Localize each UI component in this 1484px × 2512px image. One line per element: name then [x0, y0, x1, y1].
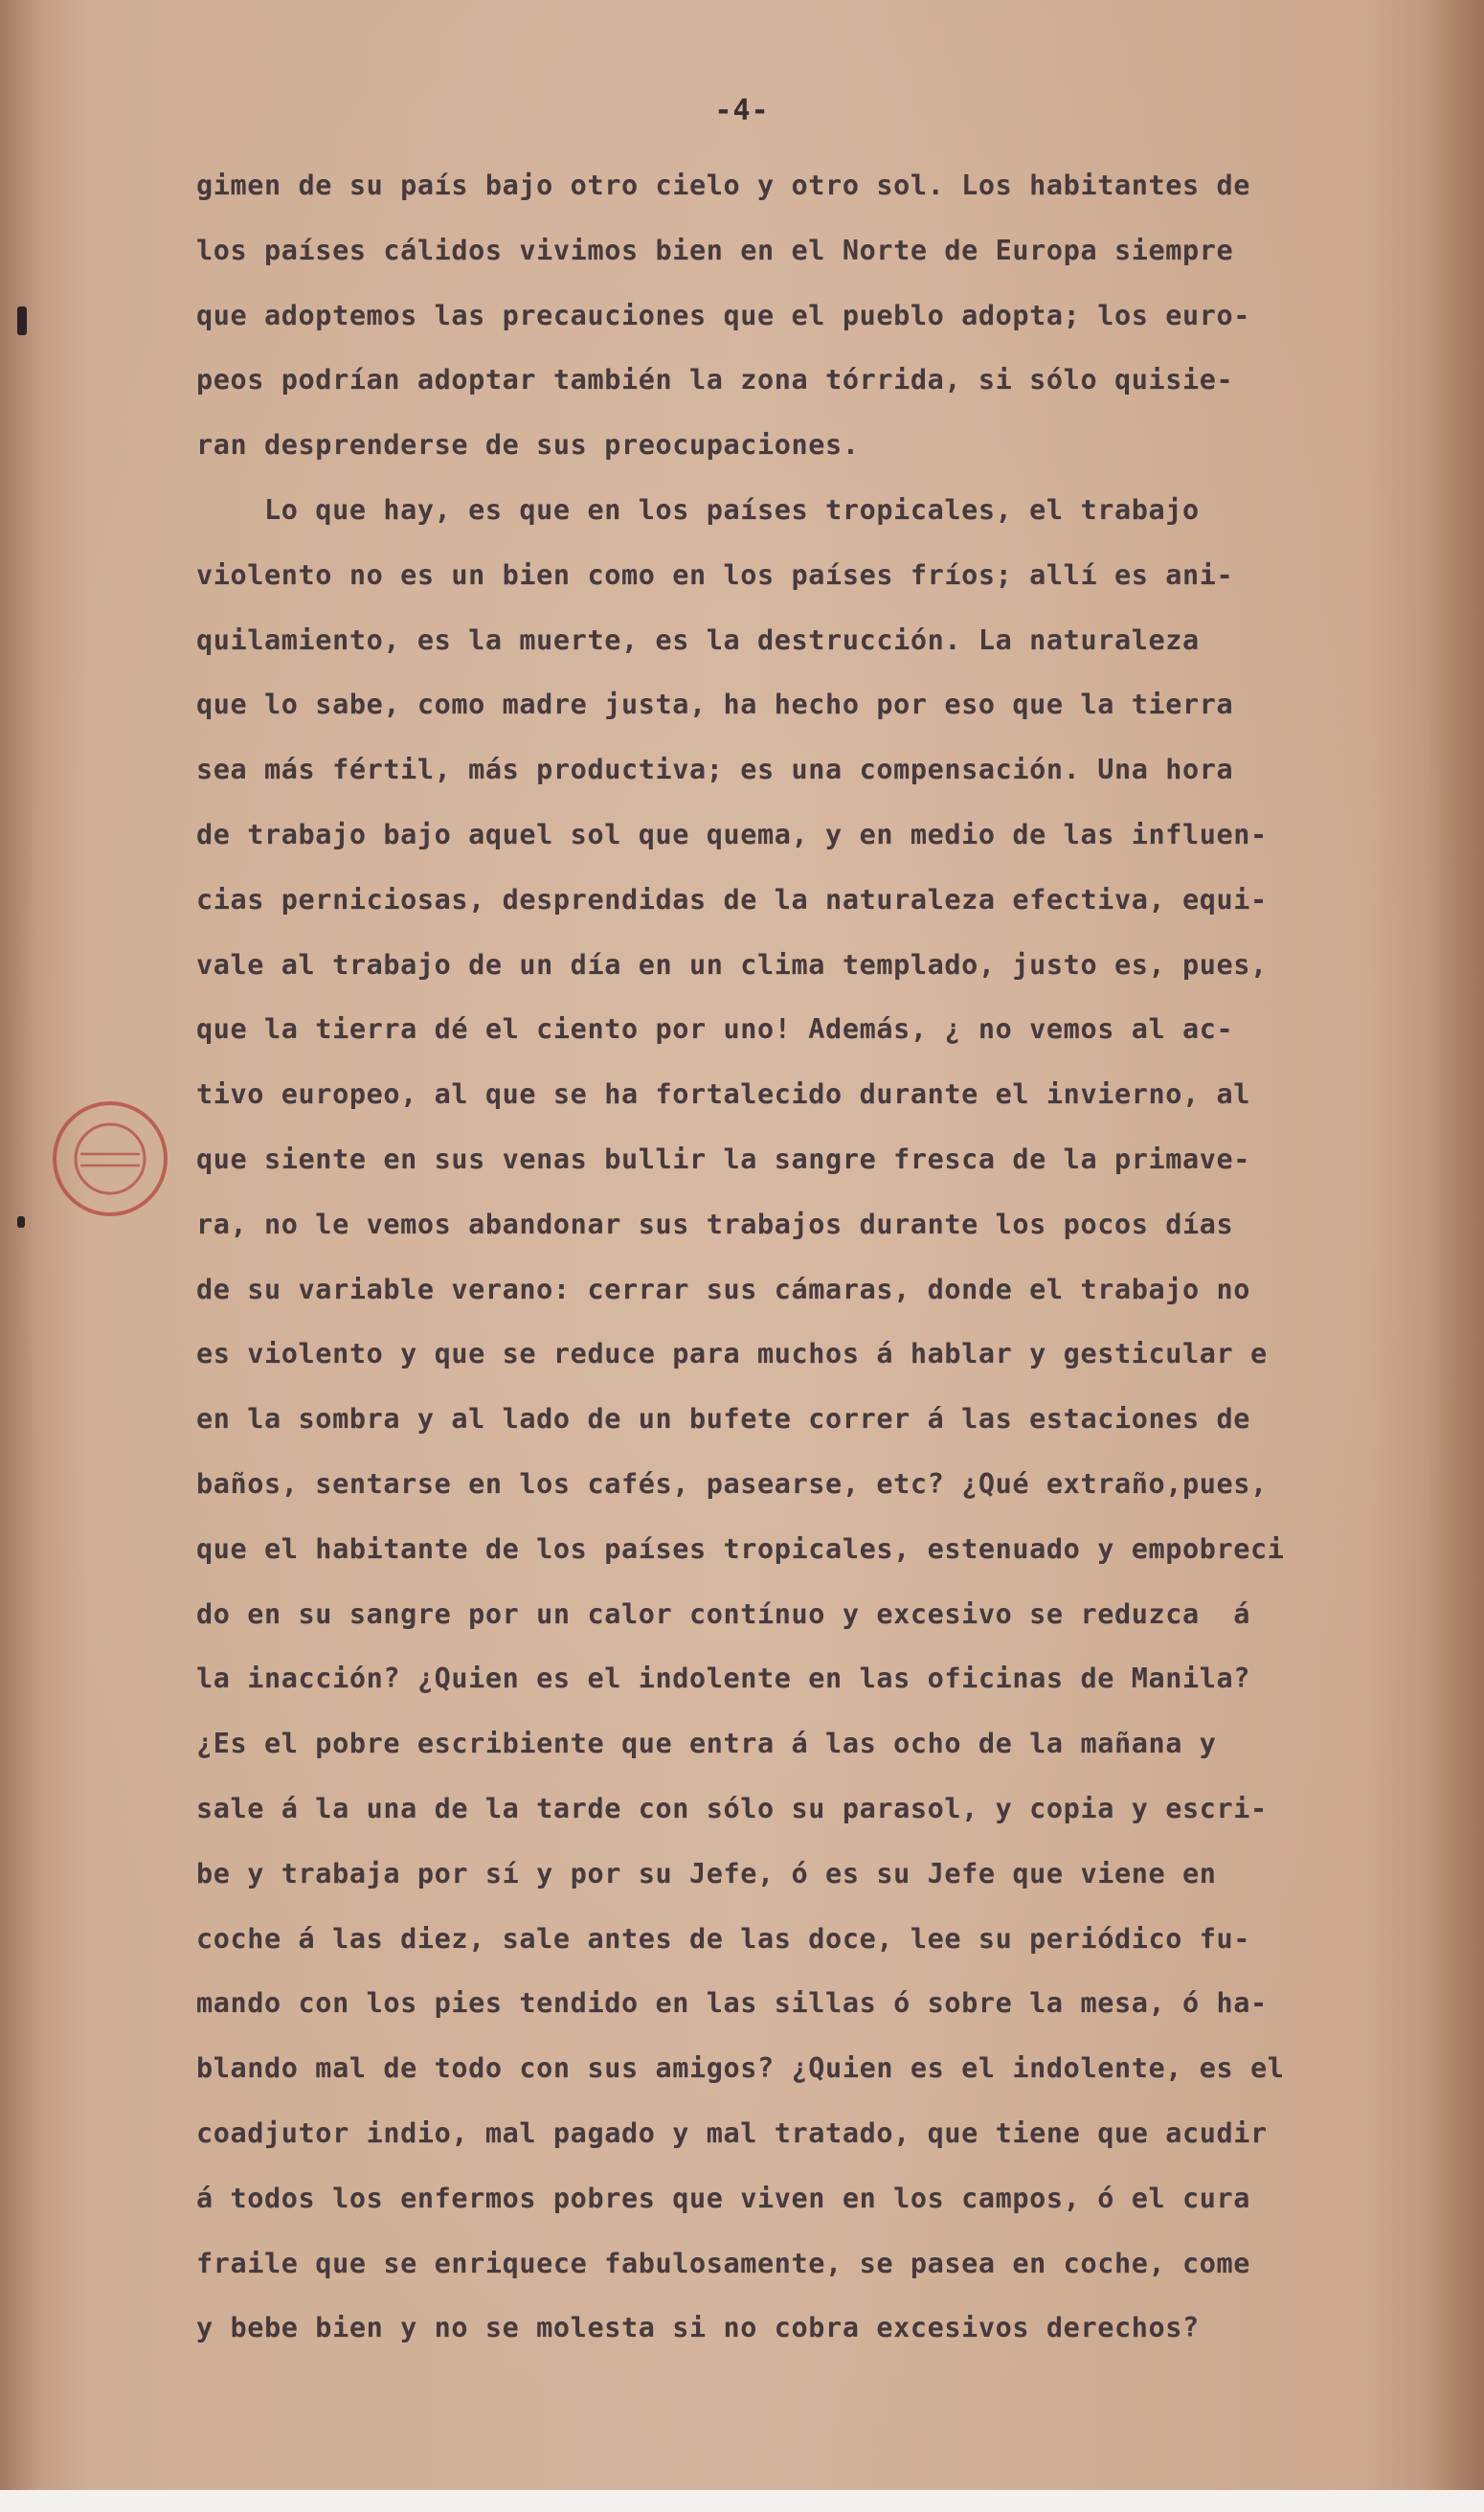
library-stamp-icon — [48, 1097, 172, 1221]
text-line: coche á las diez, sale antes de las doce, lee su periódico fu- — [196, 1922, 1251, 1955]
text-line: violento no es un bien como en los países fríos; allí es ani- — [196, 558, 1234, 591]
text-line: ¿Es el pobre escribiente que entra á las ocho de la mañana y — [196, 1728, 1217, 1760]
left-edge-shadow — [0, 0, 38, 2490]
text-line: á todos los enfermos pobres que viven en los campos, ó el cura — [196, 2182, 1251, 2214]
text-line: que siente en sus venas bullir la sangre fresca de la primave- — [196, 1143, 1251, 1175]
scan-footer — [0, 2490, 1484, 2512]
text-line: quilamiento, es la muerte, es la destrucción. La naturaleza — [196, 623, 1200, 656]
margin-mark — [17, 1216, 25, 1228]
text-line: los países cálidos vivimos bien en el Norte de Europa siempre — [196, 234, 1234, 266]
margin-mark — [17, 306, 27, 335]
text-line: sale á la una de la tarde con sólo su parasol, y copia y escri- — [196, 1792, 1268, 1824]
typewritten-text — [196, 153, 1441, 2361]
text-line: baños, sentarse en los cafés, pasearse, etc? ¿Qué extraño,pues, — [196, 1467, 1268, 1500]
page-number: -4- — [714, 94, 770, 127]
text-line: de su variable verano: cerrar sus cámaras, donde el trabajo no — [196, 1273, 1251, 1305]
text-line: be y trabaja por sí y por su Jefe, ó es su Jefe que viene en — [196, 1857, 1217, 1890]
text-line: cias perniciosas, desprendidas de la naturaleza efectiva, equi- — [196, 883, 1268, 916]
text-line: en la sombra y al lado de un bufete correr á las estaciones de — [196, 1403, 1251, 1436]
text-line: ran desprenderse de sus preocupaciones. — [196, 429, 860, 462]
text-line: coadjutor indio, mal pagado y mal tratado, que tiene que acudir — [196, 2116, 1268, 2149]
text-line: la inacción? ¿Quien es el indolente en las oficinas de Manila? — [196, 1663, 1251, 1695]
text-line: de trabajo bajo aquel sol que quema, y en medio de las influen- — [196, 818, 1268, 850]
text-line: mando con los pies tendido en las sillas ó sobre la mesa, ó ha- — [196, 1987, 1268, 2020]
text-line: que la tierra dé el ciento por uno! Además, ¿ no vemos al ac- — [196, 1013, 1234, 1046]
text-line: tivo europeo, al que se ha fortalecido durante el invierno, al — [196, 1078, 1251, 1111]
text-line: vale al trabajo de un día en un clima templado, justo es, pues, — [196, 948, 1268, 981]
text-line: sea más fértil, más productiva; es una compensación. Una hora — [196, 754, 1234, 786]
text-line: Lo que hay, es que en los países tropicales, el trabajo — [196, 493, 1200, 526]
text-line: y bebe bien y no se molesta si no cobra excesivos derechos? — [196, 2312, 1200, 2344]
text-line: ra, no le vemos abandonar sus trabajos durante los pocos días — [196, 1208, 1234, 1240]
text-line: que adoptemos las precauciones que el pueblo adopta; los euro- — [196, 299, 1251, 331]
text-line: gimen de su país bajo otro cielo y otro sol. Los habitantes de — [196, 170, 1251, 201]
text-line: que el habitante de los países tropicales, estenuado y empobreci — [196, 1532, 1285, 1565]
text-line: do en su sangre por un calor contínuo y excesivo se reduzca á — [196, 1597, 1251, 1630]
text-line: que lo sabe, como madre justa, ha hecho por eso que la tierra — [196, 689, 1234, 721]
text-line: fraile que se enriquece fabulosamente, se pasea en coche, come — [196, 2247, 1251, 2279]
text-line: blando mal de todo con sus amigos? ¿Quien es el indolente, es el — [196, 2052, 1285, 2085]
text-line: peos podrían adoptar también la zona tórrida, si sólo quisie- — [196, 364, 1234, 396]
text-line: es violento y que se reduce para muchos á hablar y gesticular e — [196, 1338, 1268, 1370]
